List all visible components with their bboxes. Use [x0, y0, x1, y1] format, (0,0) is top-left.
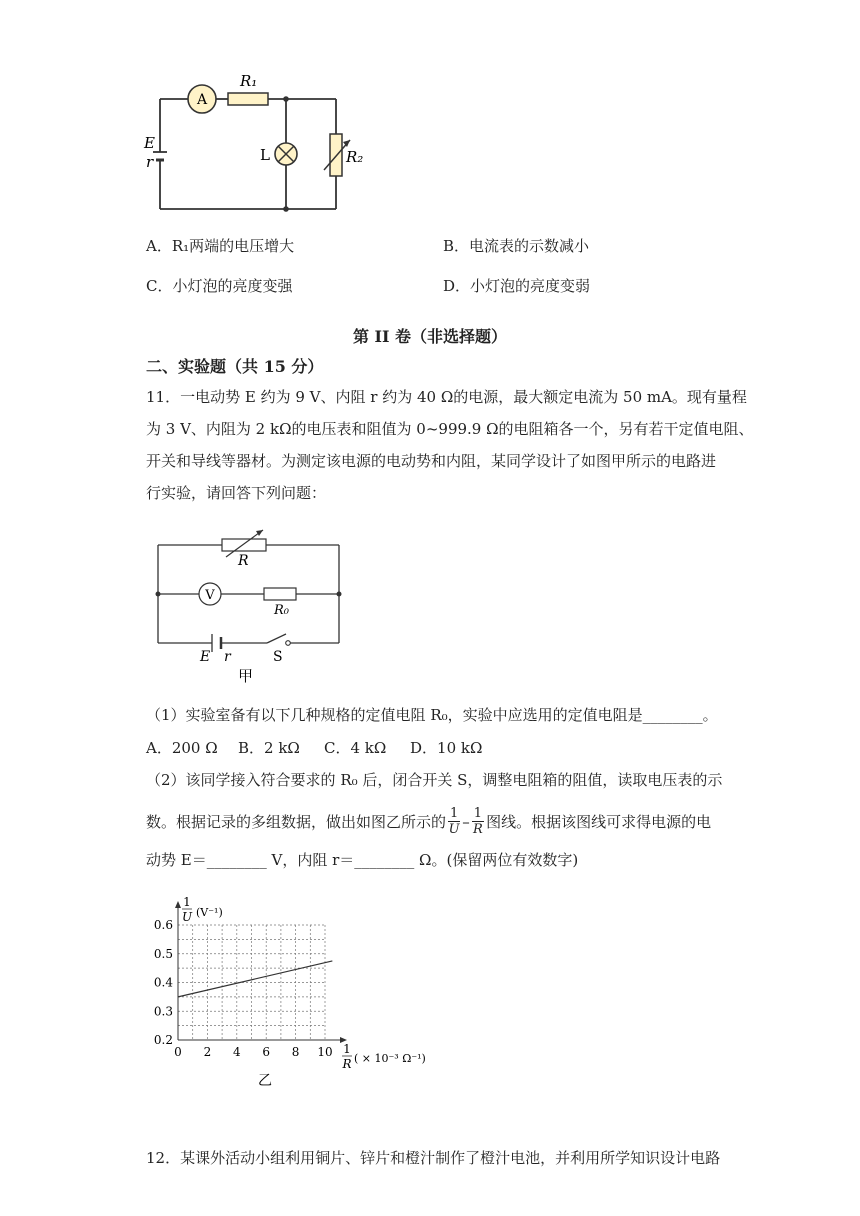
part-heading: 二、实验题（共 15 分） [146, 357, 324, 376]
q11-line-3: 开关和导线等器材。为测定该电源的电动势和内阻，某同学设计了如图甲所示的电路进 [146, 452, 717, 470]
chart-grid [178, 925, 325, 1040]
frac1-den: U [448, 822, 460, 837]
r0-label: R₀ [274, 603, 289, 618]
frac2-num: 1 [473, 806, 483, 821]
y-tick-label: 0.2 [153, 1033, 173, 1047]
emf-label: E [144, 134, 155, 152]
ammeter-label: A [196, 92, 208, 108]
series-line [178, 961, 332, 997]
y-label-unit: (V⁻¹) [196, 906, 223, 919]
internal-r-label-2: r [224, 649, 231, 665]
y-label-denominator: U [181, 910, 193, 924]
y-tick-label: 0.4 [153, 975, 173, 990]
x-label-denominator: R [342, 1057, 352, 1071]
y-tick-label: 0.6 [153, 918, 173, 932]
q11-sub2-line2-a: 数。根据记录的多组数据，做出如图乙所示的 [146, 812, 447, 831]
q10-option-a: A．R₁两端的电压增大 [146, 237, 295, 255]
graph-yi [140, 890, 450, 1090]
q11-line-2: 为 3 V、内阻为 2 kΩ的电压表和阻值为 0~999.9 Ω的电阻箱各一个，另有若干定值电阻、 [146, 420, 754, 438]
figure-caption-jia: 甲 [238, 667, 254, 685]
rheostat-r2 [330, 134, 342, 176]
q10-option-d: D．小灯泡的亮度变弱 [443, 277, 591, 295]
q11-choice-d: D．10 kΩ [410, 739, 483, 757]
switch-label: S [273, 649, 283, 665]
resistor-r1 [228, 93, 268, 105]
q11-sub2-line2-b: 图线。根据该图线可求得电源的电 [486, 812, 712, 831]
q10-option-b: B．电流表的示数减小 [443, 237, 590, 255]
q11-stem [146, 381, 754, 509]
frac2-den: R [473, 822, 483, 837]
chart-labels [182, 895, 426, 1089]
q10-option-c: C．小灯泡的亮度变强 [146, 277, 293, 295]
x-tick-label: 6 [262, 1045, 271, 1059]
q11-line-1: 11．一电动势 E 约为 9 V、内阻 r 约为 40 Ω的电源，最大额定电流为 50 mA。现有量程 [146, 388, 747, 406]
voltmeter-label: V [205, 588, 215, 603]
x-label-unit: ( × 10⁻³ Ω⁻¹) [354, 1052, 426, 1065]
y-tick-label: 0.5 [153, 946, 173, 961]
chart-axes [175, 901, 347, 1043]
section-title: 第 II 卷（非选择题） [352, 327, 508, 346]
q11-choice-b: B．2 kΩ [238, 739, 300, 757]
x-tick-label: 4 [232, 1045, 241, 1059]
r2-label: R₂ [346, 148, 364, 166]
emf-label-2: E [200, 649, 211, 665]
q12-text: 12．某课外活动小组利用铜片、锌片和橙汁制作了橙汁电池，并利用所学知识设计电路 [146, 1149, 721, 1167]
y-tick-label: 0.3 [153, 1004, 173, 1019]
r1-label: R₁ [240, 72, 258, 90]
x-tick-label: 2 [203, 1045, 212, 1059]
resistor-r0 [264, 588, 296, 600]
chart-series [178, 961, 332, 997]
q11-sub1-text: （1）实验室备有以下几种规格的定值电阻 R₀，实验中应选用的定值电阻是________。 [146, 706, 718, 724]
q10-circuit-diagram [140, 66, 370, 222]
q11-sub2-line3: 动势 E＝________ V，内阻 r＝________ Ω。(保留两位有效数字) [146, 851, 579, 869]
x-tick-label: 10 [317, 1045, 333, 1059]
resistor-box-label: R [238, 553, 249, 569]
x-label-numerator: 1 [343, 1042, 351, 1056]
internal-r-label: r [146, 153, 154, 171]
lamp-label: L [260, 146, 270, 164]
q11-line-4: 行实验，请回答下列问题： [146, 484, 327, 502]
y-label-numerator: 1 [183, 895, 191, 909]
x-tick-label: 0 [174, 1045, 182, 1059]
figure-caption-yi: 乙 [258, 1073, 272, 1089]
q11-circuit-diagram [146, 526, 356, 686]
q11-choice-a: A．200 Ω [146, 739, 218, 757]
fraction-1-over-u [448, 806, 460, 837]
q11-sub2-line1: （2）该同学接入符合要求的 R₀ 后，闭合开关 S，调整电阻箱的阻值，读取电压表的示 [146, 771, 723, 789]
frac1-num: 1 [450, 806, 459, 821]
q11-choice-c: C．4 kΩ [324, 739, 387, 757]
fraction-1-over-r [472, 806, 484, 837]
resistor-box-r [222, 539, 266, 551]
fraction-dash: – [462, 812, 470, 831]
y-axis-arrow [175, 901, 181, 908]
x-tick-label: 8 [291, 1045, 300, 1059]
q11-sub2-line2 [146, 806, 711, 837]
